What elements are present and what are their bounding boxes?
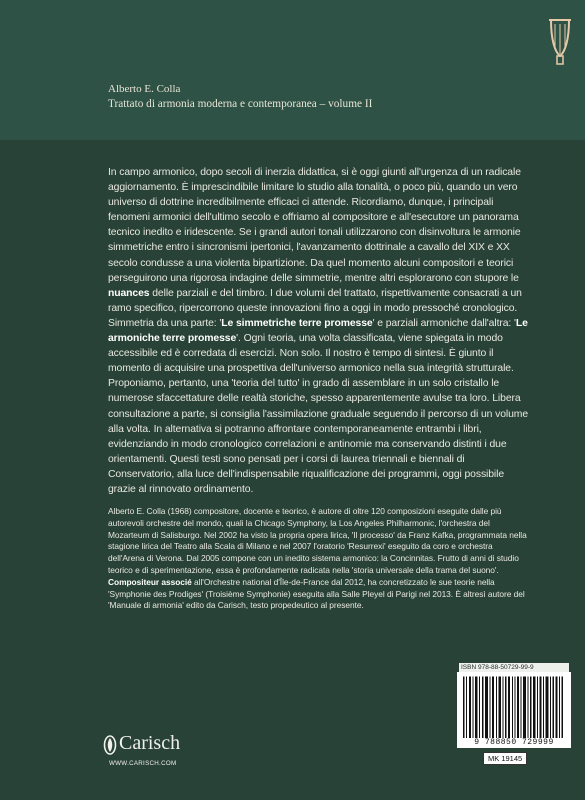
description-part-3: ' e parziali armoniche dall'altra: ' bbox=[372, 317, 516, 329]
bio-highlight: Compositeur associé bbox=[108, 576, 192, 587]
publisher-website: WWW.CARISCH.COM bbox=[109, 760, 177, 767]
lyre-icon bbox=[545, 10, 575, 70]
volume-two-title: Le armoniche terre promesse bbox=[108, 317, 528, 345]
volume-one-title: Le simmetriche terre promesse bbox=[221, 317, 373, 329]
description-text bbox=[108, 165, 528, 497]
description-part-4: '. Ogni teoria, una volta classificata, viene spiegata in modo accessibile ed è corredata di esercizi. Non solo. Il nostro è tempo di sintesi. È giunto il momento di acquisire una prospettiva dell'universo armonico nella sua integrità strutturale. Proponiamo, pertanto, una 'teoria del tutto' in grado di assemblare in un solo cristallo le numerose sfaccettature delle realtà storiche, spesso apparentemente avulse tra loro. Libera consultazione a parte, si consiglia l'assimilazione graduale seguendo il percorso di un volume alla volta. In alternativa si potranno affrontare contemporaneamente entrambi i libri, evidenziando in modo cronologico correlazioni e antinomie ma conservando distinti i due orientamenti. Questi testi sono pensati per i corsi di laurea triennali e biennali di Conservatorio, alla luce dell'indispensabile riqualificazione dei programmi, oggi possibile grazie al rinnovato ordinamento. bbox=[108, 333, 529, 495]
author-name: Alberto E. Colla bbox=[108, 83, 181, 95]
description-part-2: delle parziali e del timbro. I due volumi del trattato, rispettivamente consacrati a un ramo specifico, ripercorrono queste innovazioni fino a oggi in modo pressoché cronologico. Simmetria da una parte: ' bbox=[108, 287, 522, 329]
book-title: Trattato di armonia moderna e contemporanea – volume II bbox=[108, 98, 373, 110]
isbn-label: ISBN 978-88-50729-99-9 bbox=[459, 663, 569, 672]
bio-part-2: all'Orchestre national d'Île-de-France dal 2012, ha concretizzato le sue teorie nella 'Symphonie des Prodiges' (Troisième Symphonie) eseguita alla Salle Pleyel di Parigi nel 2013. È altresì autore del 'Manuale di armonia' edito da Carisch, testo propedeutico al presente. bbox=[108, 576, 525, 611]
book-header bbox=[108, 83, 372, 110]
barcode-digits: 9 788850 729999 bbox=[457, 738, 571, 748]
header-band bbox=[0, 0, 585, 140]
barcode bbox=[457, 672, 571, 746]
bio-part-1: Alberto E. Colla (1968) compositore, docente e teorico, è autore di oltre 120 composizioni eseguite dalle più autorevoli orchestre del mondo, quali la Chicago Symphony, la Los Angeles Philharmonic, l'orchestra del Mozarteum di Salisburgo. Nel 2002 ha visto la propria opera lirica, 'Il processo' da Franz Kafka, programmata nella stagione lirica del Teatro alla Scala di Milano e nel 2007 l'oratorio 'Resurrexi' eseguito da coro e orchestra dell'Arena di Verona. Dal 2005 compone con un inedito sistema armonico: la Concinnitas. Frutto di anni di studio teorico e di sperimentazione, essa è profondamente radicata nella 'storia universale della trama del suono'. bbox=[108, 506, 527, 575]
author-bio bbox=[108, 506, 528, 612]
publisher-name: Carisch bbox=[119, 732, 181, 754]
carisch-emblem-icon bbox=[103, 734, 117, 756]
catalog-number: MK 19145 bbox=[483, 752, 527, 765]
nuances-term: nuances bbox=[108, 287, 150, 299]
description-part-1: In campo armonico, dopo secoli di inerzia didattica, si è oggi giunti all'urgenza di un radicale aggiornamento. È imprescindibile limitare lo studio alla tonalità, o poco più, quando un vero universo di dottrine incredibilmente efficaci ci attende. Ricordiamo, dunque, i principali fenomeni armonici dell'ultimo secolo e offriamo al compositore e all'esecutore un panorama tecnico inedito e iridescente. Se i grandi autori tonali utilizzarono con disinvoltura le armonie simmetriche entro i sincronismi ipertonici, l'avanzamento dottrinale a cavallo del XIX e XX secolo condusse a una violenta bipartizione. Da quel momento alcuni compositori e teorici perseguirono una rigorosa indagine delle simmetrie, mentre altri esplorarono con stupore le bbox=[108, 167, 521, 284]
